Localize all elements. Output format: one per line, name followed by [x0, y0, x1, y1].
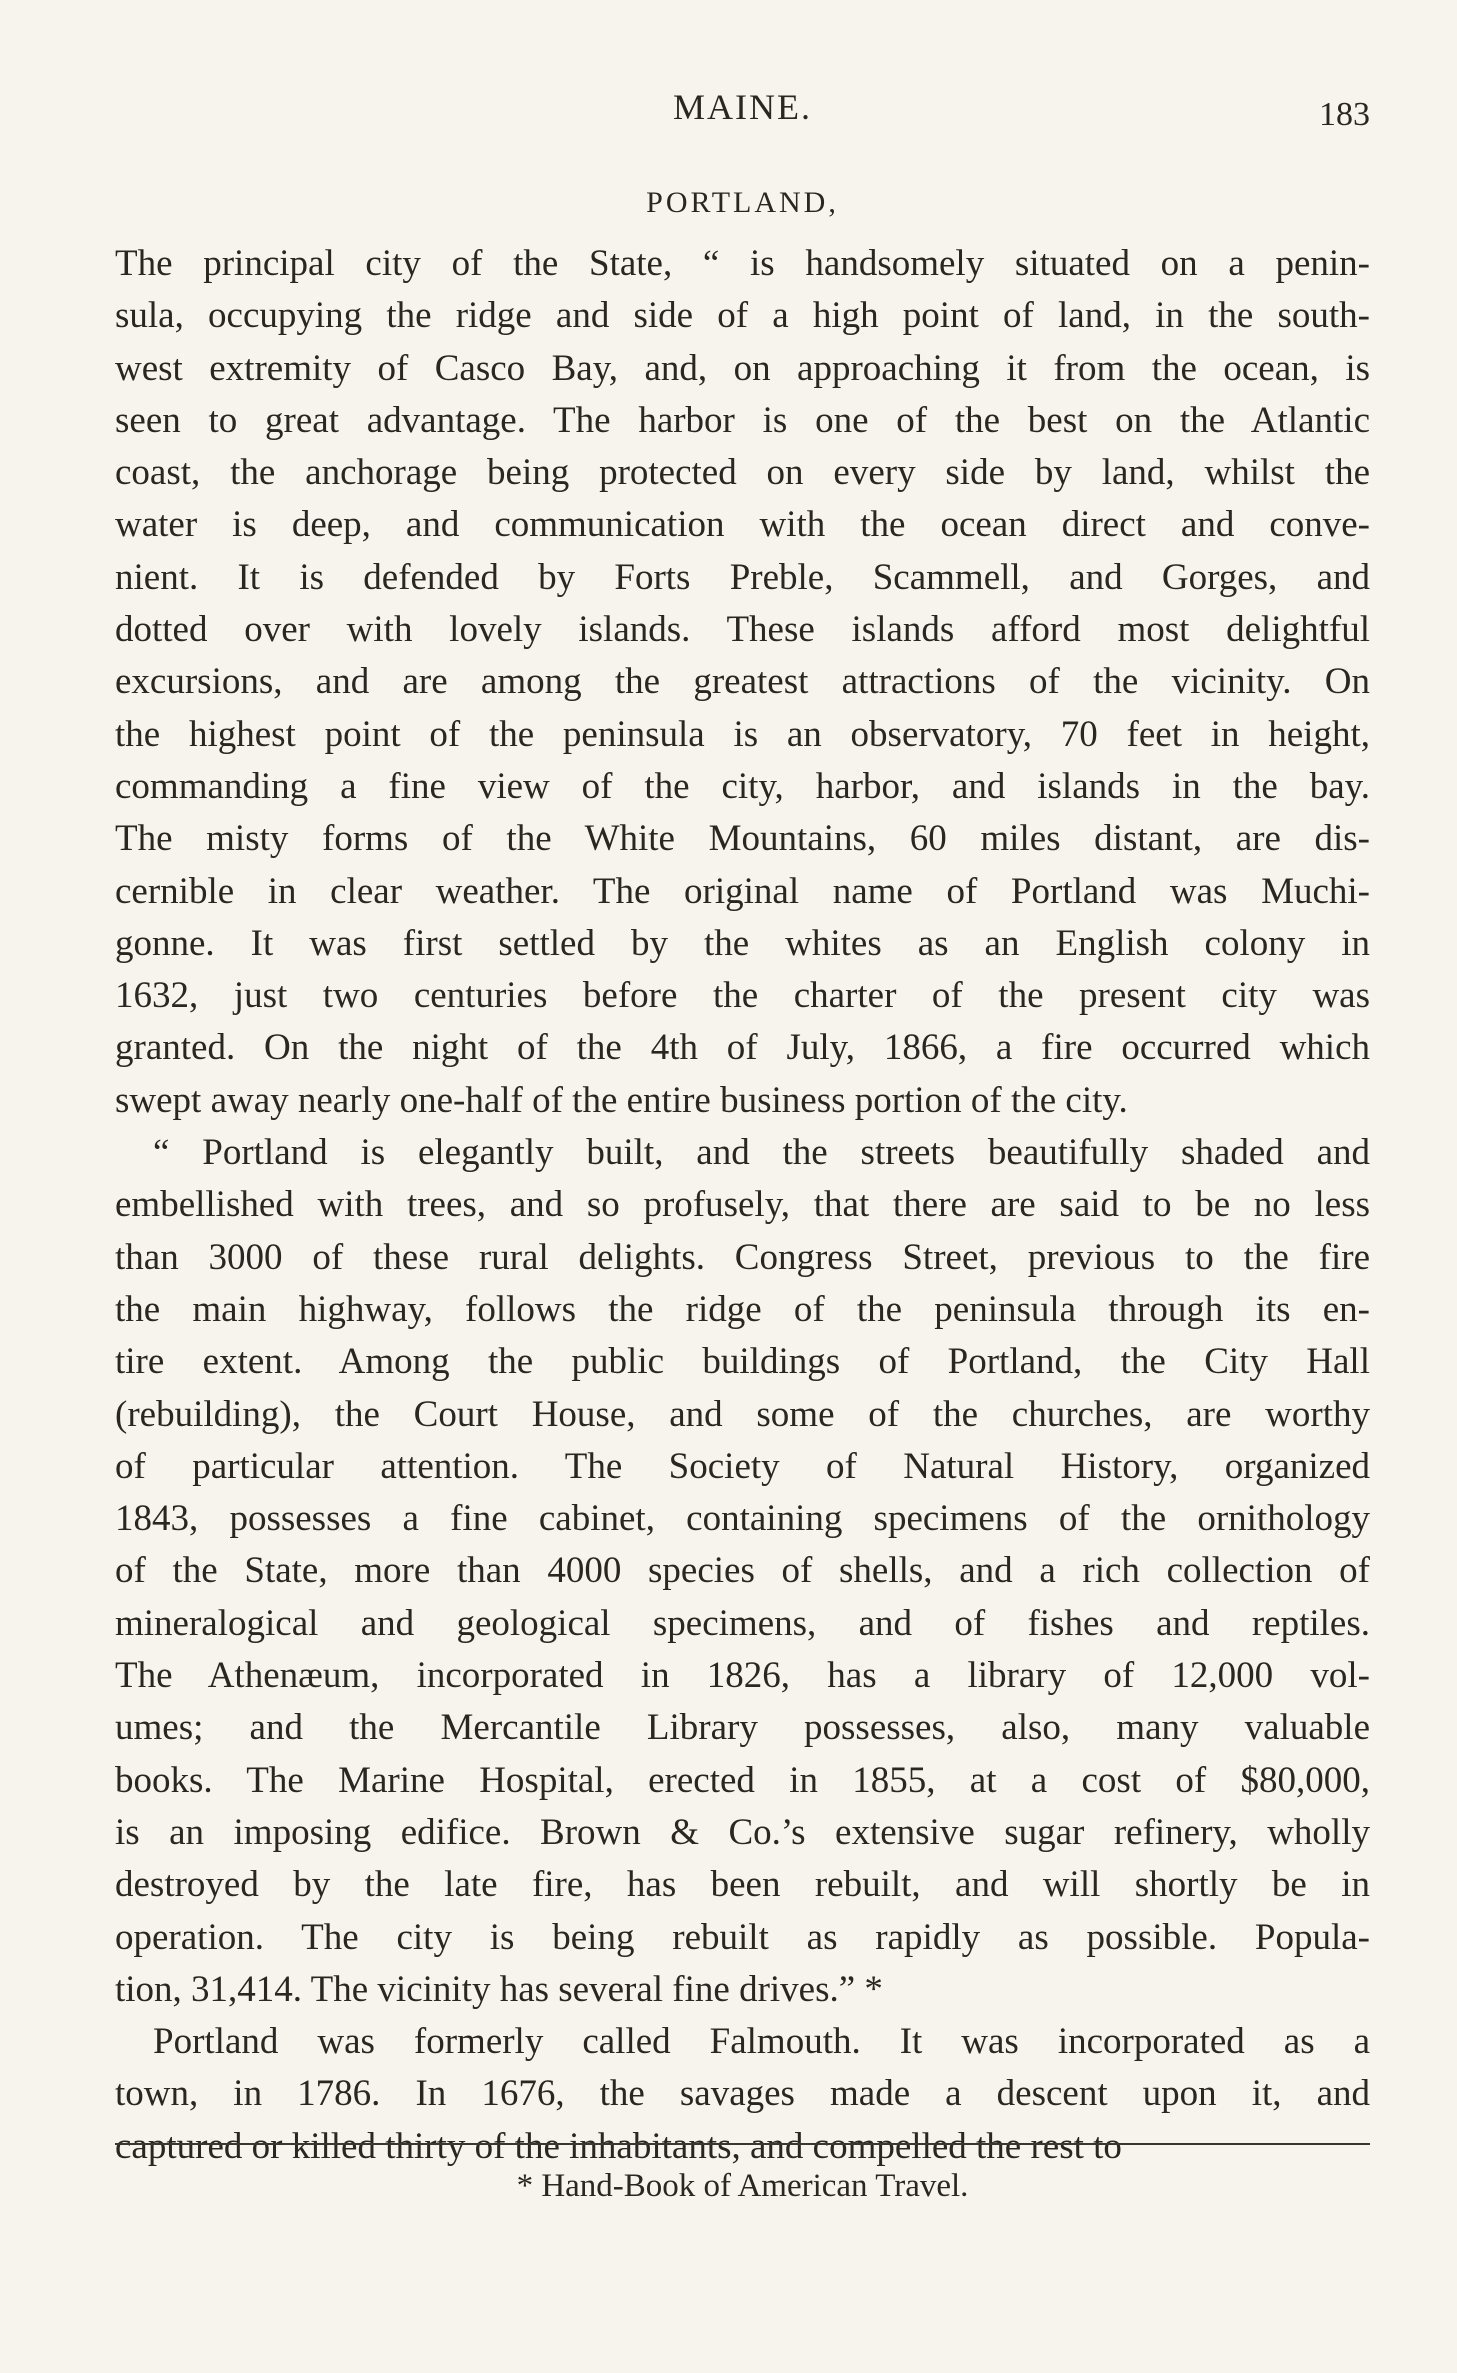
text-line: tire extent. Among the public buildings of Portland, the City Hall [115, 1341, 1370, 1383]
text-line: destroyed by the late fire, has been rebuilt, and will shortly be in [115, 1864, 1370, 1906]
text-line: swept away nearly one-half of the entire business portion of the city. [115, 1079, 1128, 1121]
text-line: operation. The city is being rebuilt as rapidly as possible. Popula- [115, 1916, 1370, 1958]
text-line: mineralogical and geological specimens, and of fishes and reptiles. [115, 1602, 1370, 1644]
text-line: commanding a fine view of the city, harbor, and islands in the bay. [115, 765, 1370, 807]
text-line: The Athenæum, incorporated in 1826, has a library of 12,000 vol- [115, 1655, 1370, 1697]
text-line: of particular attention. The Society of Natural History, organized [115, 1445, 1370, 1487]
text-line: dotted over with lovely islands. These islands afford most delightful [115, 609, 1370, 651]
text-line: the highest point of the peninsula is an observatory, 70 feet in height, [115, 713, 1370, 755]
footnote-rule [115, 2143, 1370, 2145]
text-line: Portland was formerly called Falmouth. It was incorporated as a [153, 2021, 1370, 2063]
footnote: * Hand-Book of American Travel. [516, 2168, 969, 2204]
text-line: water is deep, and communication with the ocean direct and conve- [115, 504, 1370, 546]
text-line: excursions, and are among the greatest attractions of the vicinity. On [115, 661, 1370, 703]
text-line: umes; and the Mercantile Library possesses, also, many valuable [115, 1707, 1370, 1749]
text-line: The principal city of the State, “ is handsomely situated on a penin- [115, 243, 1370, 284]
text-line: cernible in clear weather. The original name of Portland was Muchi- [115, 870, 1370, 912]
section-title: PORTLAND, [646, 186, 839, 219]
text-line: nient. It is defended by Forts Preble, Scammell, and Gorges, and [115, 556, 1370, 598]
text-line: west extremity of Casco Bay, and, on approaching it from the ocean, is [115, 347, 1370, 389]
text-line: sula, occupying the ridge and side of a high point of land, in the south- [115, 295, 1370, 337]
text-line: gonne. It was first settled by the whites as an English colony in [115, 922, 1370, 964]
text-line: the main highway, follows the ridge of the peninsula through its en- [115, 1288, 1370, 1330]
paragraph [115, 1127, 1370, 2016]
text-line: embellished with trees, and so profusely, that there are said to be no less [115, 1184, 1370, 1226]
text-line: is an imposing edifice. Brown & Co.’s extensive sugar refinery, wholly [115, 1811, 1370, 1853]
page-number: 183 [1319, 96, 1370, 133]
text-line: captured or killed thirty of the inhabitants, and compelled the rest to [115, 2125, 1122, 2167]
text-line: (rebuilding), the Court House, and some of the churches, are worthy [115, 1393, 1370, 1435]
text-line: books. The Marine Hospital, erected in 1855, at a cost of $80,000, [115, 1759, 1370, 1801]
body-text [115, 238, 1370, 2173]
paragraph [115, 2016, 1370, 2173]
text-line: coast, the anchorage being protected on every side by land, whilst the [115, 452, 1370, 494]
text-line: 1632, just two centuries before the charter of the present city was [115, 975, 1370, 1017]
page-header [115, 86, 1370, 146]
text-line: The misty forms of the White Mountains, 60 miles distant, are dis- [115, 818, 1370, 860]
text-line: of the State, more than 4000 species of shells, and a rich collection of [115, 1550, 1370, 1592]
text-line: tion, 31,414. The vicinity has several fine drives.” * [115, 1968, 883, 2010]
paragraph [115, 238, 1370, 1127]
text-line: than 3000 of these rural delights. Congress Street, previous to the fire [115, 1236, 1370, 1278]
text-line: seen to great advantage. The harbor is one of the best on the Atlantic [115, 399, 1370, 441]
text-line: “ Portland is elegantly built, and the streets beautifully shaded and [153, 1132, 1370, 1174]
text-line: granted. On the night of the 4th of July, 1866, a fire occurred which [115, 1027, 1370, 1069]
text-line: town, in 1786. In 1676, the savages made a descent upon it, and [115, 2073, 1370, 2115]
running-title: MAINE. [673, 87, 812, 127]
text-line: 1843, possesses a fine cabinet, containing specimens of the ornithology [115, 1498, 1370, 1540]
